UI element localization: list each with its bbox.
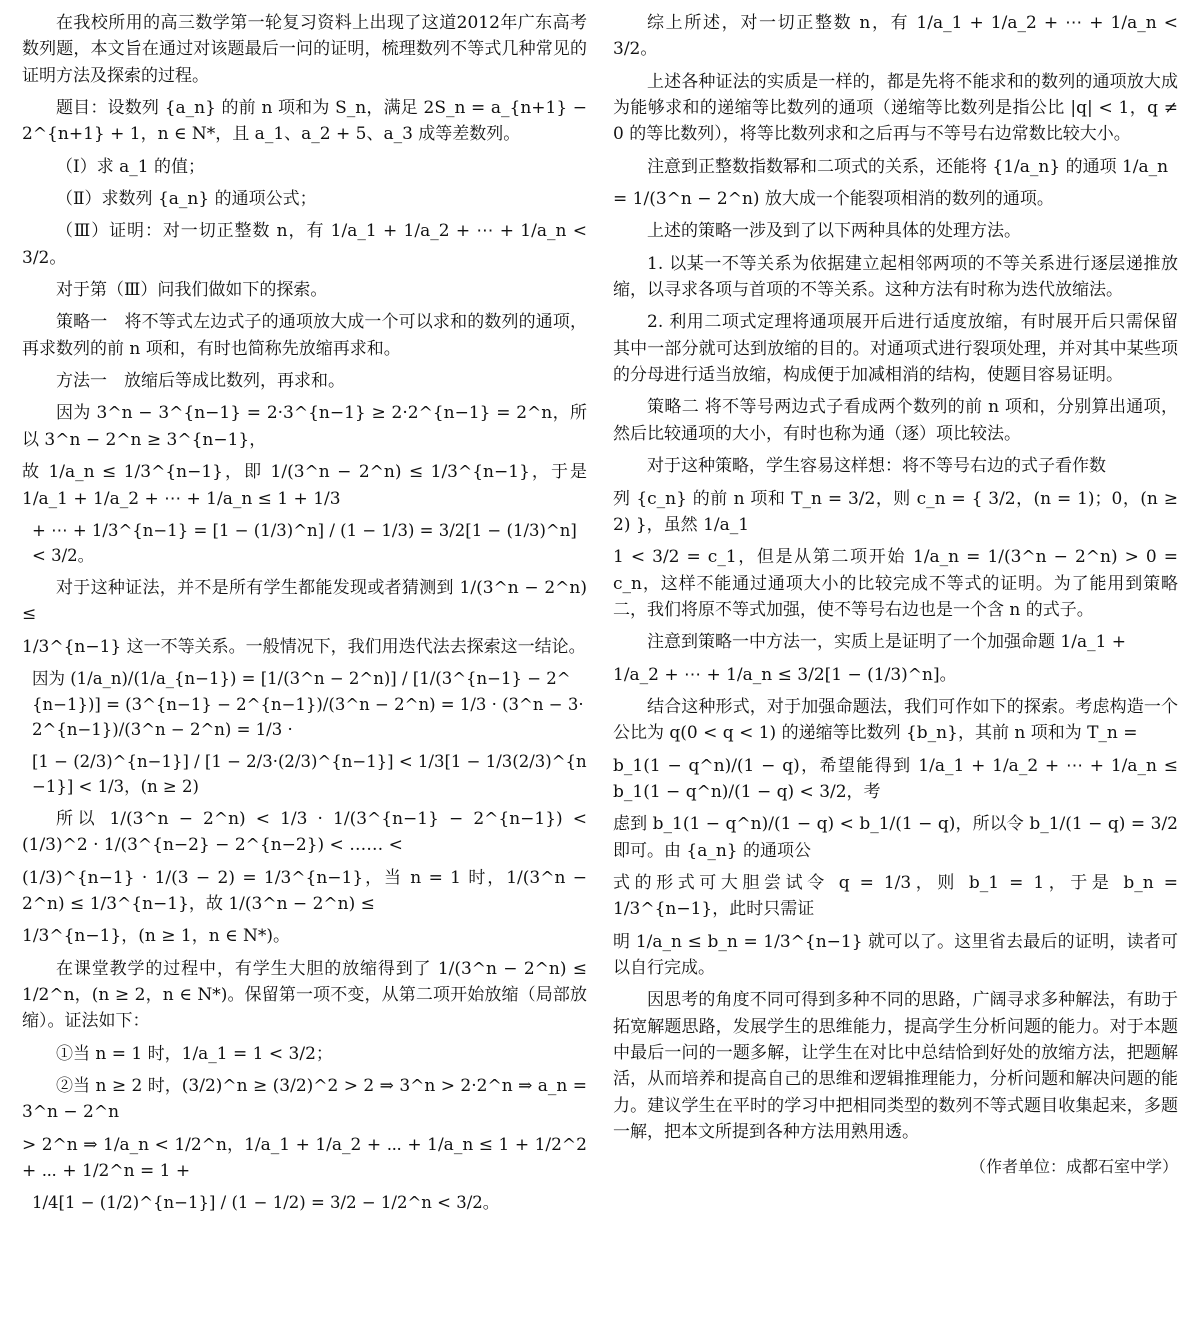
method-1-step-3: + ⋯ + 1/3^{n−1} = [1 − (1/3)^n] / (1 − 1/3) = 3/2[1 − (1/3)^n] < 3/2。 [32, 520, 577, 566]
iteration-step-2: [1 − (2/3)^{n−1}] / [1 − 2/3·(2/3)^{n−1}] < 1/3[1 − 1/3(2/3)^{n−1}] < 1/3，(n ≥ 2) [32, 751, 587, 797]
combine-paragraph-2: b_1(1 − q^n)/(1 − q)，希望能得到 1/a_1 + 1/a_2 + ⋯ + 1/a_n ≤ b_1(1 − q^n)/(1 − q) < 3/2，考 [613, 755, 1178, 802]
essence-paragraph: 上述各种证法的实质是一样的，都是先将不能求和的数列的通项放大成为能够求和的递缩等比数列的通项（递缩等比数列是指公比 |q| < 1，q ≠ 0 的等比数列），将等比数列求和之后再与不等号右边常数比较大小。 [613, 71, 1178, 145]
case-2-continued: > 2^n ⇒ 1/a_n < 1/2^n，1/a_1 + 1/a_2 + ⋯ + 1/a_n ≤ 1 + 1/2^2 + ⋯ + 1/2^n = 1 + [22, 1134, 587, 1181]
case-2: ②当 n ≥ 2 时，(3/2)^n ≥ (3/2)^2 > 2 ⇒ 3^n > 2·2^n ⇒ a_n = 3^n − 2^n [22, 1075, 587, 1123]
strategy-2: 策略二 将不等号两边式子看成两个数列的前 n 项和，分别算出通项，然后比较通项的大小，有时也称为通（逐）项比较法。 [613, 397, 1178, 444]
combine-paragraph-4: 式的形式可大胆尝试令 q = 1/3，则 b_1 = 1，于是 b_n = 1/3^{n−1}，此时只需证 [613, 872, 1178, 920]
combine-paragraph-3: 虑到 b_1(1 − q^n)/(1 − q) < b_1/(1 − q)，所以令 b_1/(1 − q) = 3/2 即可。由 {a_n} 的通项公 [613, 814, 1178, 861]
summary-line: 综上所述，对一切正整数 n，有 1/a_1 + 1/a_2 + ⋯ + 1/a_n < 3/2。 [613, 13, 1178, 60]
iteration-step-3: 所以 1/(3^n − 2^n) < 1/3 · 1/(3^{n−1} − 2^{n−1}) < (1/3)^2 · 1/(3^{n−2} − 2^{n−2}) < …… < [22, 808, 587, 856]
right-column [613, 10, 1178, 1318]
note-paragraph-continued: = 1/(3^n − 2^n) 放大成一个能裂项相消的数列的通项。 [613, 189, 1054, 210]
involve-line: 上述的策略一涉及到了以下两种具体的处理方法。 [647, 221, 1021, 242]
method-1-step-2: 故 1/a_n ≤ 1/3^{n−1}，即 1/(3^n − 2^n) ≤ 1/3^{n−1}，于是 1/a_1 + 1/a_2 + ⋯ + 1/a_n ≤ 1 + 1/3 [22, 462, 587, 509]
left-column [22, 10, 587, 1318]
question-1: （Ⅰ）求 a_1 的值； [56, 156, 205, 177]
intro-paragraph: 在我校所用的高三数学第一轮复习资料上出现了这道2012年广东高考数列题，本文旨在通过对该题最后一问的证明，梳理数列不等式几种常见的证明方法及探索的过程。 [22, 13, 587, 86]
question-3: （Ⅲ）证明：对一切正整数 n，有 1/a_1 + 1/a_2 + ⋯ + 1/a_n < 3/2。 [22, 221, 587, 268]
combine-paragraph: 结合这种形式，对于加强命题法，我们可作如下的探索。考虑构造一个公比为 q(0 < q < 1) 的递缩等比数列 {b_n}，其前 n 项和为 T_n = [613, 696, 1178, 744]
strategy-2-text-c: 1 < 3/2 = c_1，但是从第二项开始 1/a_n = 1/(3^n − 2^n) > 0 = c_n，这样不能通过通项大小的比较完成不等式的证明。为了能用到策略二，我们将原不等式加强，使不等号右边也是一个含 n 的式子。 [613, 547, 1178, 620]
iteration-step-4: (1/3)^{n−1} · 1/(3 − 2) = 1/3^{n−1}，当 n = 1 时，1/(3^n − 2^n) ≤ 1/3^{n−1}，故 1/(3^n − 2^n) ≤ [22, 867, 587, 914]
not-all-students-1: 对于这种证法，并不是所有学生都能发现或者猜测到 1/(3^n − 2^n) ≤ [22, 577, 587, 625]
combine-paragraph-5: 明 1/a_n ≤ b_n = 1/3^{n−1} 就可以了。这里省去最后的证明，读者可以自行完成。 [613, 931, 1178, 978]
strategy-2-text-e: 1/a_2 + ⋯ + 1/a_n ≤ 3/2[1 − (1/3)^n]。 [613, 664, 957, 685]
not-all-students-2: 1/3^{n−1} 这一不等关系。一般情况下，我们用迭代法去探索这一结论。 [22, 636, 586, 657]
problem-statement: 题目：设数列 {a_n} 的前 n 项和为 S_n，满足 2S_n = a_{n+1} − 2^{n+1} + 1，n ∈ N*，且 a_1、a_2 + 5、a_3 成等差数列。 [22, 98, 587, 145]
author-affiliation: （作者单位：成都石室中学） [969, 1157, 1178, 1177]
note-paragraph: 注意到正整数指数幂和二项式的关系，还能将 {1/a_n} 的通项 1/a_n [647, 156, 1169, 177]
conclusion-paragraph: 因思考的角度不同可得到多种不同的思路，广阔寻求多种解法，有助于拓宽解题思路，发展学生的思维能力，提高学生分析问题的能力。对于本题中最后一问的一题多解，让学生在对比中总结恰到好处的放缩方法，把题解活，从而培养和提高自己的思维和逻辑推理能力，分析问题和解决问题的能力。建议学生在平时的学习中把相同类型的数列不等式题目收集起来，多题一解，把本文所提到各种方法用熟用透。 [613, 990, 1178, 1143]
case-2-result: 1/4[1 − (1/2)^{n−1}] / (1 − 1/2) = 3/2 − 1/2^n < 3/2。 [32, 1193, 500, 1213]
method-1: 方法一 放缩后等成比数列，再求和。 [56, 371, 345, 392]
explore-line: 对于第（Ⅲ）问我们做如下的探索。 [56, 280, 328, 301]
method-1-step-1: 因为 3^n − 3^{n−1} = 2·3^{n−1} ≥ 2·2^{n−1} = 2^n，所以 3^n − 2^n ≥ 3^{n−1}， [22, 403, 587, 450]
iteration-step-1: 因为 (1/a_n)/(1/a_{n−1}) = [1/(3^n − 2^n)] / [1/(3^{n−1} − 2^{n−1})] = (3^{n−1} − 2^{n−1})/(3^n − 2^n) = 1/3 · (3^n − 3·2^{n−1})/(3^n − 2^n) = 1/3 · [32, 669, 584, 740]
method-item-1: 1. 以某一不等关系为依据建立起相邻两项的不等关系进行逐层递推放缩，以寻求各项与首项的不等关系。这种方法有时称为迭代放缩法。 [613, 253, 1178, 301]
iteration-step-5: 1/3^{n−1}，(n ≥ 1，n ∈ N*)。 [22, 926, 291, 947]
strategy-2-text-a: 对于这种策略，学生容易这样想：将不等号右边的式子看作数 [647, 456, 1106, 477]
case-1: ①当 n = 1 时，1/a_1 = 1 < 3/2； [56, 1043, 333, 1064]
classroom-paragraph: 在课堂教学的过程中，有学生大胆的放缩得到了 1/(3^n − 2^n) ≤ 1/2^n，(n ≥ 2，n ∈ N*)。保留第一项不变，从第二项开始放缩（局部放缩）。证法如下： [22, 958, 587, 1032]
strategy-2-text-b: 列 {c_n} 的前 n 项和 T_n = 3/2，则 c_n = { 3/2，(n = 1)；0，(n ≥ 2) }，虽然 1/a_1 [613, 488, 1178, 535]
strategy-2-text-d: 注意到策略一中方法一，实质上是证明了一个加强命题 1/a_1 + [647, 632, 1127, 653]
question-2: （Ⅱ）求数列 {a_n} 的通项公式； [56, 189, 317, 210]
strategy-1: 策略一 将不等式左边式子的通项放大成一个可以求和的数列的通项，再求数列的前 n 项和，有时也简称先放缩再求和。 [22, 312, 587, 359]
method-item-2: 2. 利用二项式定理将通项展开后进行适度放缩，有时展开后只需保留其中一部分就可达到放缩的目的。对通项式进行裂项处理，并对其中某些项的分母进行适当放缩，构成便于加减相消的结构，使题目容易证明。 [613, 312, 1178, 386]
